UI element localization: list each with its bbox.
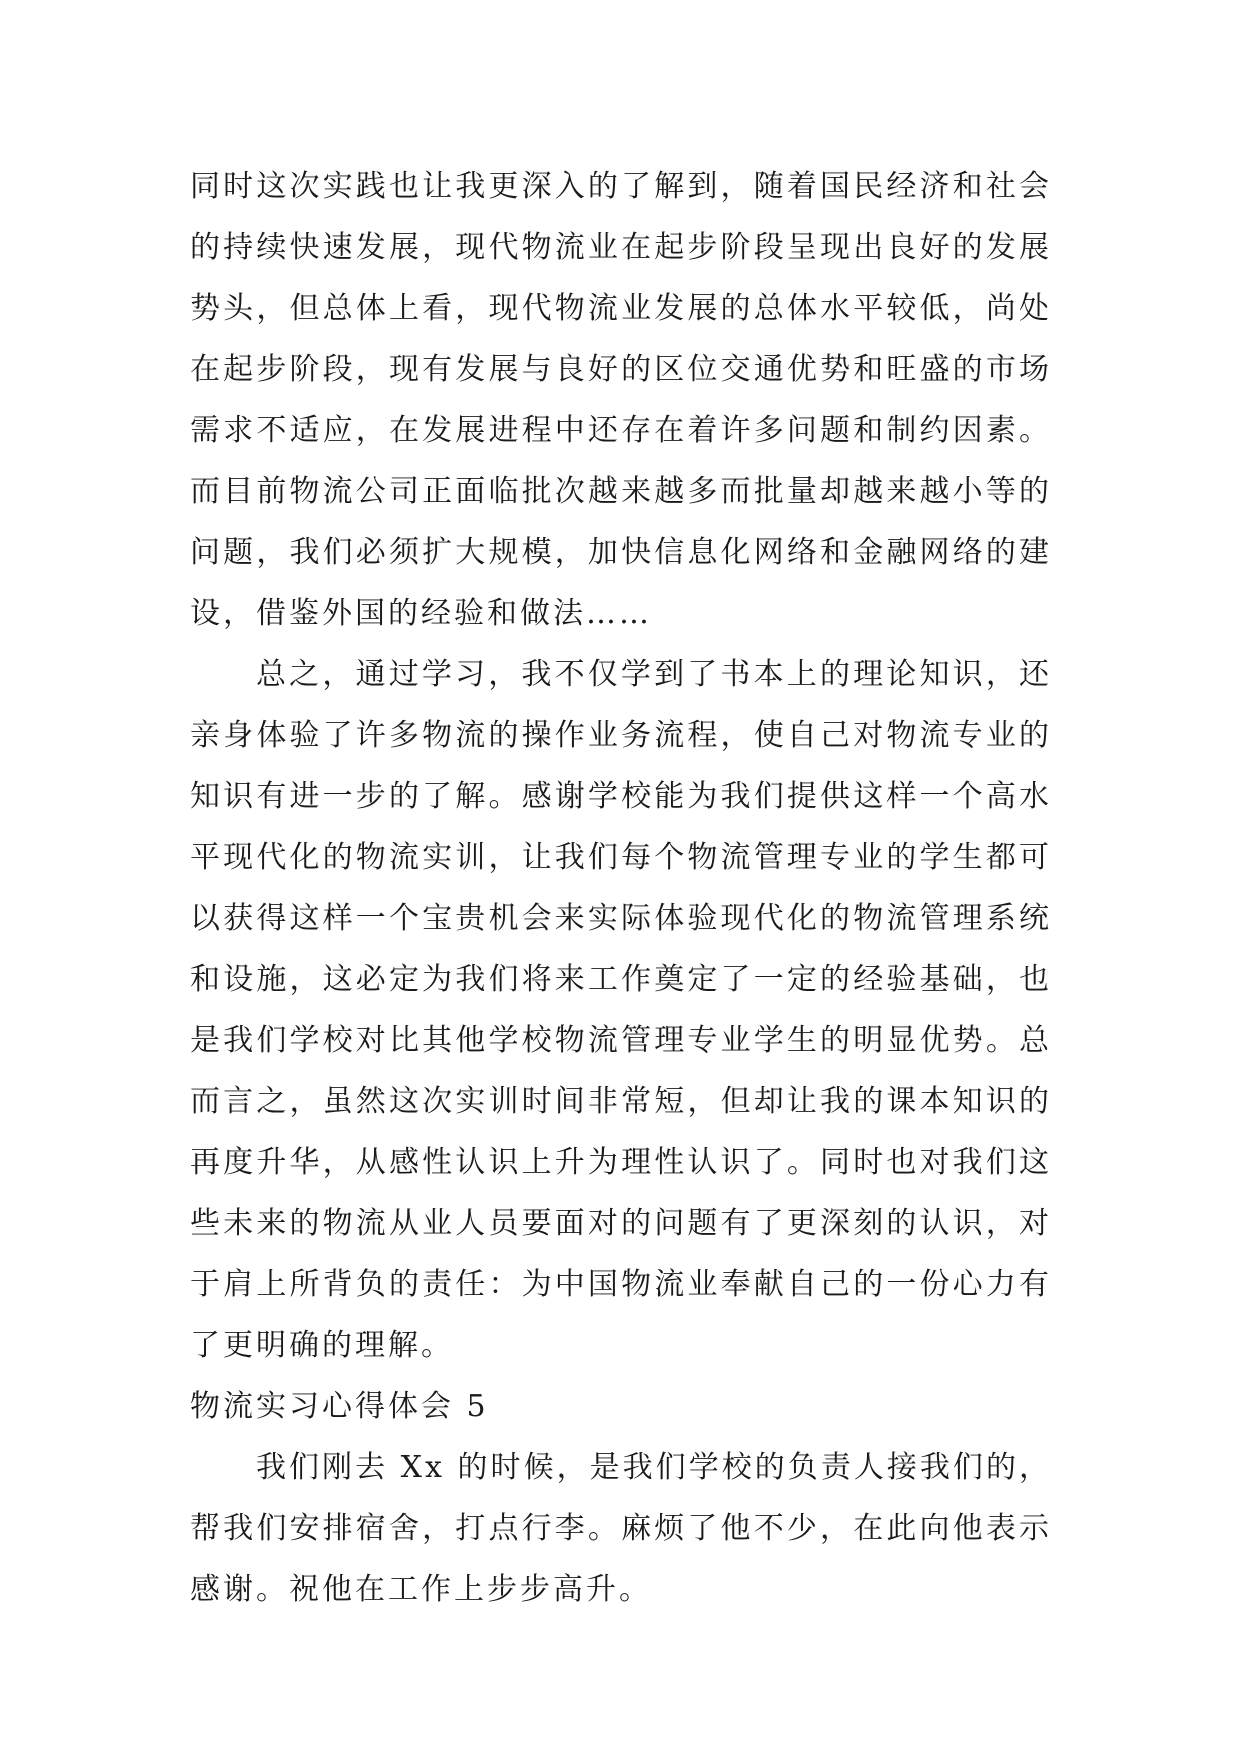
paragraph-arrival: 我们刚去 Xx 的时候，是我们学校的负责人接我们的，帮我们安排宿舍，打点行李。麻烦了他不少，在此向他表示感谢。祝他在工作上步步高升。 bbox=[190, 1450, 1052, 1607]
paragraph-summary: 总之，通过学习，我不仅学到了书本上的理论知识，还亲身体验了许多物流的操作业务流程，使自己对物流专业的知识有进一步的了解。感谢学校能为我们提供这样一个高水平现代化的物流实训，让我们每个物流管理专业的学生都可以获得这样一个宝贵机会来实际体验现代化的物流管理系统和设施，这必定为我们将来工作奠定了一定的经验基础，也是我们学校对比其他学校物流管理专业学生的明显优势。总而言之，虽然这次实训时间非常短，但却让我的课本知识的再度升华，从感性认识上升为理性认识了。同时也对我们这些未来的物流从业人员要面对的问题有了更深刻的认识，对于肩上所背负的责任：为中国物流业奉献自己的一份心力有了更明确的理解。 bbox=[190, 657, 1052, 1363]
document-body bbox=[190, 156, 1052, 1620]
paragraph-practice-insight: 同时这次实践也让我更深入的了解到，随着国民经济和社会的持续快速发展，现代物流业在起步阶段呈现出良好的发展势头，但总体上看，现代物流业发展的总体水平较低，尚处在起步阶段，现有发展与良好的区位交通优势和旺盛的市场需求不适应，在发展进程中还存在着许多问题和制约因素。而目前物流公司正面临批次越来越多而批量却越来越小等的问题，我们必须扩大规模，加快信息化网络和金融网络的建设，借鉴外国的经验和做法…… bbox=[190, 169, 1052, 631]
section-title: 物流实习心得体会 5 bbox=[190, 1389, 489, 1424]
